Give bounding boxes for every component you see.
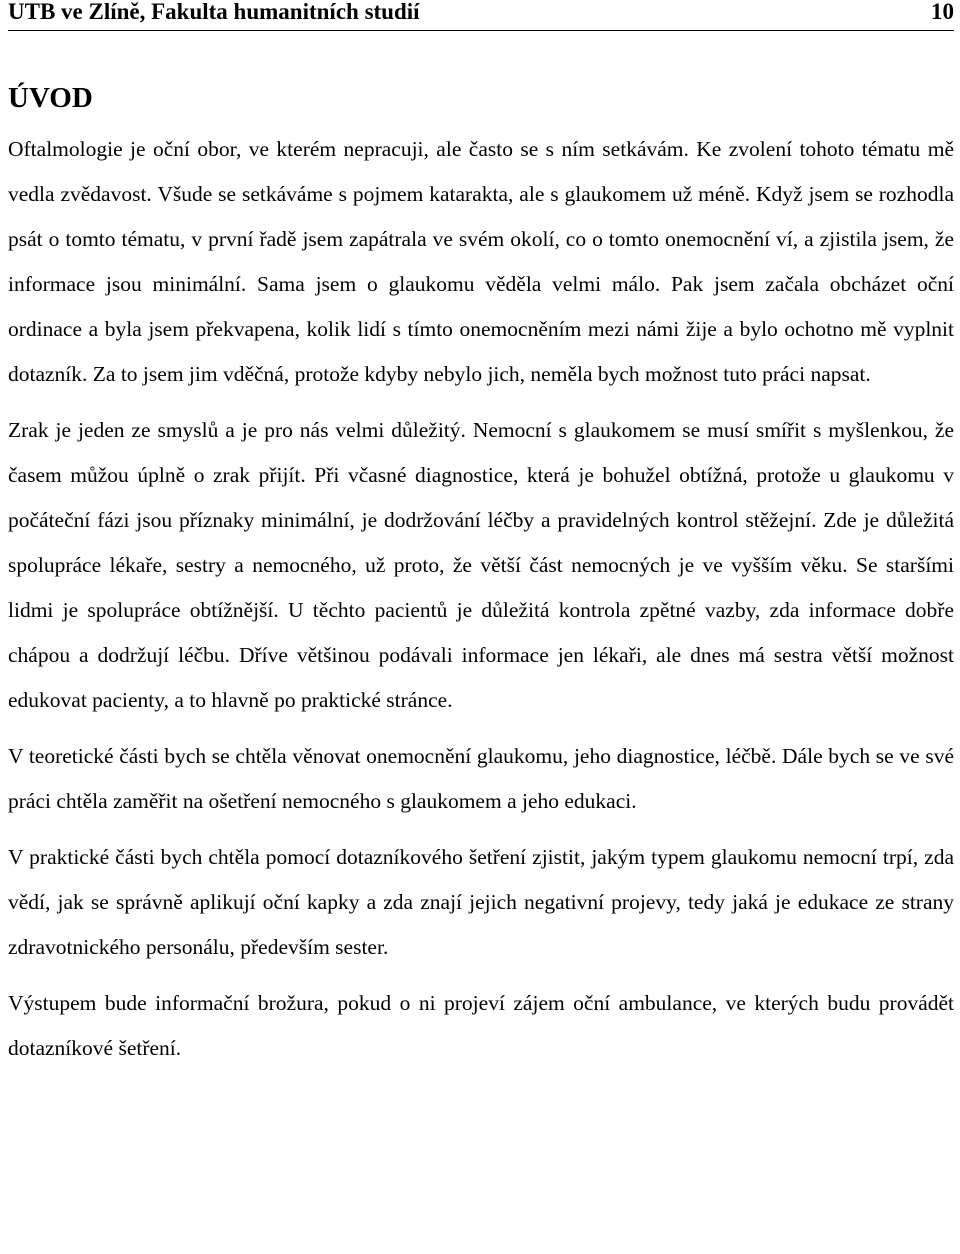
paragraph-4: V praktické části bych chtěla pomocí dotazníkového šetření zjistit, jakým typem glaukomu nemocní trpí, zda vědí, jak se správně aplikují oční kapky a zda znají jejich negativní projevy, tedy jaká je edukace ze strany zdravotnického personálu, především sester. (8, 845, 954, 959)
section-title: ÚVOD (8, 82, 93, 114)
paragraph-2: Zrak je jeden ze smyslů a je pro nás velmi důležitý. Nemocní s glaukomem se musí smířit s myšlenkou, že časem můžou úplně o zrak přijít. Při včasné diagnostice, která je bohužel obtížná, protože u glaukomu v počáteční fázi jsou příznaky minimální, je dodržování léčby a pravidelných kontrol stěžejní. Zde je důležitá spolupráce lékaře, sestry a nemocného, už proto, že větší část nemocných je ve vyšším věku. Se staršími lidmi je spolupráce obtížnější. U těchto pacientů je důležitá kontrola zpětné vazby, zda informace dobře chápou a dodržují léčbu. Dříve většinou podávali informace jen lékaři, ale dnes má sestra větší možnost edukovat pacienty, a to hlavně po praktické stránce. (8, 418, 954, 712)
header-title: UTB ve Zlíně, Fakulta humanitních studií (8, 0, 420, 24)
paragraph-3: V teoretické části bych se chtěla věnovat onemocnění glaukomu, jeho diagnostice, léčbě. Dále bych se ve své práci chtěla zaměřit na ošetření nemocného s glaukomem a jeho edukaci. (8, 744, 954, 813)
paragraph-5: Výstupem bude informační brožura, pokud o ni projeví zájem oční ambulance, ve kterých budu provádět dotazníkové šetření. (8, 991, 954, 1060)
running-header (8, 0, 954, 31)
paragraph-1: Oftalmologie je oční obor, ve kterém nepracuji, ale často se s ním setkávám. Ke zvolení tohoto tématu mě vedla zvědavost. Všude se setkáváme s pojmem katarakta, ale s glaukomem už méně. Když jsem se rozhodla psát o tomto tématu, v první řadě jsem zapátrala ve svém okolí, co o tomto onemocnění ví, a zjistila jsem, že informace jsou minimální. Sama jsem o glaukomu věděla velmi málo. Pak jsem začala obcházet oční ordinace a byla jsem překvapena, kolik lidí s tímto onemocněním mezi námi žije a bylo ochotno mě vyplnit dotazník. Za to jsem jim vděčná, protože kdyby nebylo jich, neměla bych možnost tuto práci napsat. (8, 137, 954, 386)
page-number: 10 (931, 0, 954, 24)
document-page (8, 0, 954, 1071)
